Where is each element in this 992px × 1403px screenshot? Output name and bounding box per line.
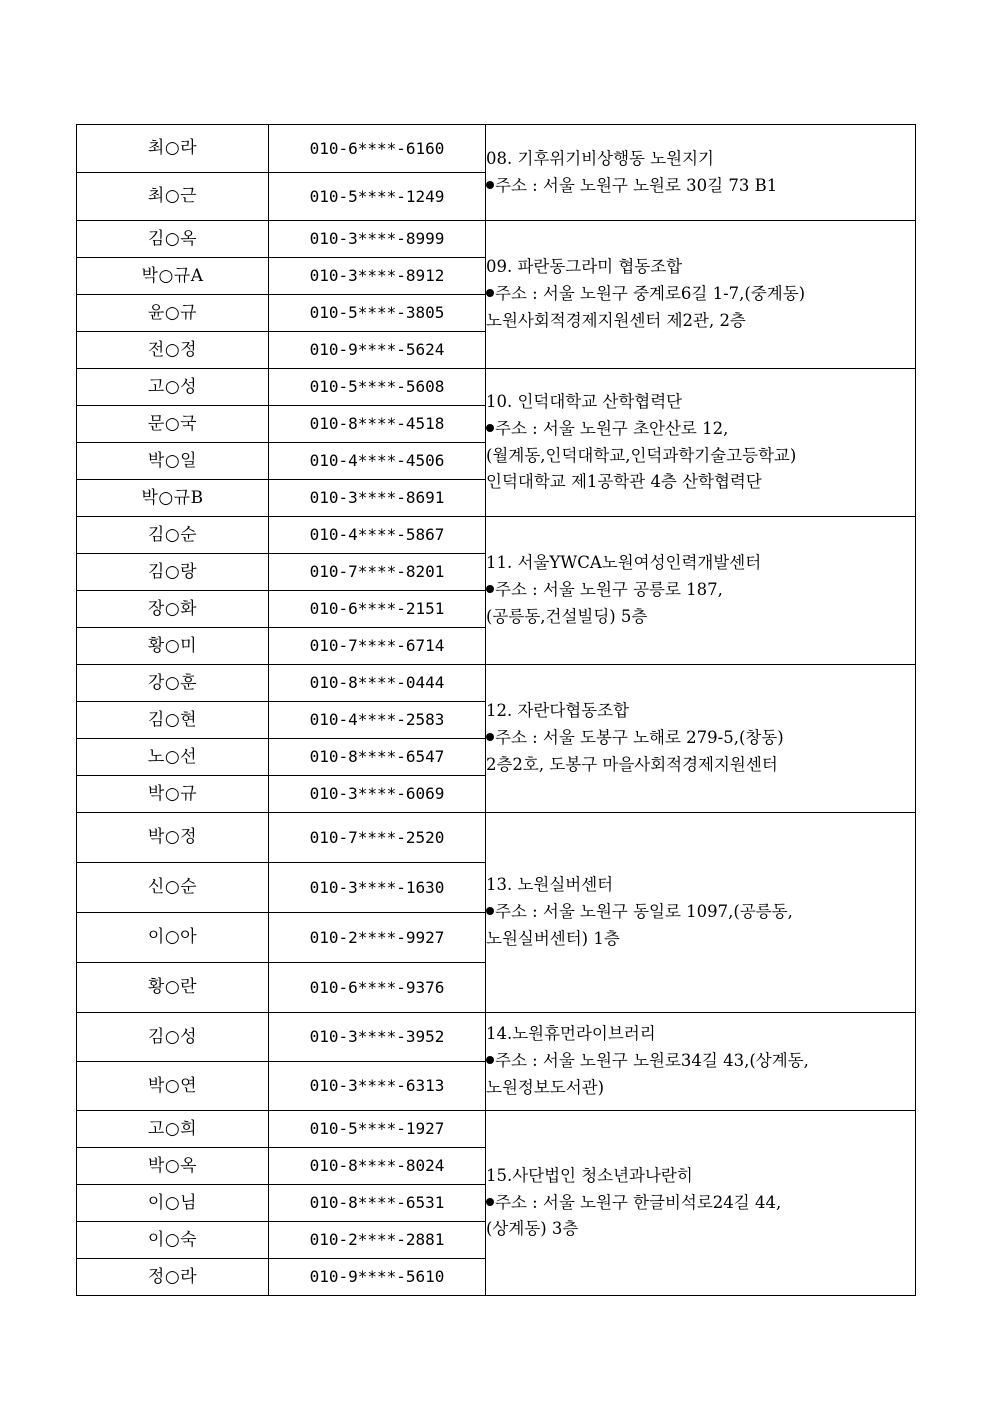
participant-name-cell: 전○정: [77, 332, 269, 369]
participant-name-cell: 이○숙: [77, 1222, 269, 1259]
roster-table-body: [77, 125, 916, 1296]
participant-phone-cell: 010-9****-5610: [269, 1259, 486, 1296]
participant-name-cell: 최○근: [77, 173, 269, 221]
participant-phone-cell: 010-8****-0444: [269, 665, 486, 702]
participant-phone-cell: 010-2****-9927: [269, 913, 486, 963]
organization-block: [486, 872, 915, 952]
participant-phone-cell: 010-3****-8691: [269, 480, 486, 517]
organization-address-line: [486, 173, 915, 200]
participant-name-cell: 박○연: [77, 1062, 269, 1111]
participant-name-cell: 김○순: [77, 517, 269, 554]
bullet-dot-icon: [486, 1198, 494, 1206]
table-row: [77, 517, 916, 554]
participant-phone-cell: 010-4****-2583: [269, 702, 486, 739]
participant-phone-cell: 010-2****-2881: [269, 1222, 486, 1259]
organization-cell: [486, 1111, 916, 1296]
participant-name-cell: 장○화: [77, 591, 269, 628]
organization-address-text: 주소 : 서울 노원구 노원로34길 43,(상계동,: [495, 1051, 809, 1071]
organization-address-continuation: 인덕대학교 제1공학관 4층 산학협력단: [486, 472, 762, 492]
participant-name-cell: 윤○규: [77, 295, 269, 332]
participant-phone-cell: 010-5****-3805: [269, 295, 486, 332]
organization-cell: [486, 813, 916, 1013]
participant-name-cell: 박○정: [77, 813, 269, 863]
participant-name-cell: 황○미: [77, 628, 269, 665]
organization-cell: [486, 369, 916, 517]
participant-name-cell: 박○규: [77, 776, 269, 813]
organization-title: 13. 노원실버센터: [486, 875, 614, 895]
organization-block: [486, 1021, 915, 1101]
participant-phone-cell: 010-7****-8201: [269, 554, 486, 591]
bullet-dot-icon: [486, 733, 494, 741]
table-row: [77, 125, 916, 173]
table-row: [77, 221, 916, 258]
organization-title: 08. 기후위기비상행동 노원지기: [486, 148, 714, 168]
organization-address-line: [486, 1190, 915, 1217]
bullet-dot-icon: [486, 424, 494, 432]
participant-phone-cell: 010-8****-6531: [269, 1185, 486, 1222]
organization-address-text: 주소 : 서울 노원구 중계로6길 1-7,(중계동): [495, 284, 806, 304]
organization-cell: [486, 125, 916, 221]
participant-phone-cell: 010-3****-6313: [269, 1062, 486, 1111]
participant-name-cell: 박○규A: [77, 258, 269, 295]
table-row: [77, 813, 916, 863]
participant-name-cell: 강○훈: [77, 665, 269, 702]
participant-name-cell: 고○희: [77, 1111, 269, 1148]
organization-title: 14.노원휴먼라이브러리: [486, 1024, 656, 1044]
participant-phone-cell: 010-6****-9376: [269, 963, 486, 1013]
organization-address-line: [486, 1048, 915, 1075]
organization-title: 15.사단법인 청소년과나란히: [486, 1165, 693, 1185]
participant-phone-cell: 010-3****-6069: [269, 776, 486, 813]
organization-block: [486, 254, 915, 334]
organization-address-text: 주소 : 서울 노원구 공릉로 187,: [495, 580, 723, 600]
participant-name-cell: 고○성: [77, 369, 269, 406]
organization-address-text: 주소 : 서울 노원구 동일로 1097,(공릉동,: [495, 902, 793, 922]
organization-address-continuation: 노원실버센터) 1층: [486, 928, 620, 948]
bullet-dot-icon: [486, 181, 494, 189]
participant-roster-table: [76, 124, 916, 1296]
participant-name-cell: 김○현: [77, 702, 269, 739]
bullet-dot-icon: [486, 289, 494, 297]
organization-address-line: [486, 577, 915, 604]
participant-name-cell: 박○규B: [77, 480, 269, 517]
bullet-dot-icon: [486, 1056, 494, 1064]
organization-cell: [486, 665, 916, 813]
participant-name-cell: 박○옥: [77, 1148, 269, 1185]
participant-name-cell: 이○님: [77, 1185, 269, 1222]
participant-phone-cell: 010-8****-6547: [269, 739, 486, 776]
participant-name-cell: 김○성: [77, 1013, 269, 1062]
organization-address-continuation: 노원사회적경제지원센터 제2관, 2층: [486, 310, 746, 330]
participant-phone-cell: 010-8****-8024: [269, 1148, 486, 1185]
participant-name-cell: 이○아: [77, 913, 269, 963]
participant-phone-cell: 010-9****-5624: [269, 332, 486, 369]
participant-phone-cell: 010-8****-4518: [269, 406, 486, 443]
bullet-dot-icon: [486, 585, 494, 593]
organization-cell: [486, 517, 916, 665]
organization-block: [486, 146, 915, 199]
participant-name-cell: 김○랑: [77, 554, 269, 591]
participant-phone-cell: 010-6****-2151: [269, 591, 486, 628]
organization-cell: [486, 221, 916, 369]
participant-phone-cell: 010-3****-8912: [269, 258, 486, 295]
participant-name-cell: 문○국: [77, 406, 269, 443]
participant-name-cell: 노○선: [77, 739, 269, 776]
organization-address-line: [486, 725, 915, 752]
participant-phone-cell: 010-7****-2520: [269, 813, 486, 863]
participant-name-cell: 김○옥: [77, 221, 269, 258]
organization-address-line: [486, 899, 915, 926]
organization-address-continuation: (상계동) 3층: [486, 1219, 579, 1239]
participant-phone-cell: 010-5****-1927: [269, 1111, 486, 1148]
organization-block: [486, 550, 915, 630]
organization-address-line: [486, 281, 915, 308]
table-row: [77, 1013, 916, 1062]
organization-block: [486, 389, 915, 496]
organization-address-continuation: (공릉동,건설빌딩) 5층: [486, 606, 648, 626]
participant-name-cell: 최○라: [77, 125, 269, 173]
organization-title: 09. 파란동그라미 협동조합: [486, 257, 683, 277]
participant-phone-cell: 010-3****-3952: [269, 1013, 486, 1062]
participant-phone-cell: 010-7****-6714: [269, 628, 486, 665]
participant-name-cell: 박○일: [77, 443, 269, 480]
organization-block: [486, 698, 915, 778]
participant-phone-cell: 010-3****-8999: [269, 221, 486, 258]
organization-address-text: 주소 : 서울 노원구 한글비석로24길 44,: [495, 1192, 782, 1212]
organization-address-line: [486, 416, 915, 443]
organization-address-continuation: (월계동,인덕대학교,인덕과학기술고등학교): [486, 445, 797, 465]
organization-address-text: 주소 : 서울 도봉구 노해로 279-5,(창동): [495, 728, 784, 748]
organization-address-text: 주소 : 서울 노원구 초안산로 12,: [495, 418, 729, 438]
participant-phone-cell: 010-3****-1630: [269, 863, 486, 913]
table-row: [77, 665, 916, 702]
participant-phone-cell: 010-4****-4506: [269, 443, 486, 480]
organization-address-text: 주소 : 서울 노원구 노원로 30길 73 B1: [495, 175, 778, 195]
table-row: [77, 1111, 916, 1148]
organization-title: 11. 서울YWCA노원여성인력개발센터: [486, 553, 762, 573]
participant-name-cell: 신○순: [77, 863, 269, 913]
bullet-dot-icon: [486, 907, 494, 915]
participant-phone-cell: 010-4****-5867: [269, 517, 486, 554]
participant-phone-cell: 010-5****-5608: [269, 369, 486, 406]
participant-name-cell: 정○라: [77, 1259, 269, 1296]
organization-cell: [486, 1013, 916, 1111]
participant-phone-cell: 010-5****-1249: [269, 173, 486, 221]
organization-title: 12. 자란다협동조합: [486, 701, 630, 721]
organization-block: [486, 1163, 915, 1243]
organization-title: 10. 인덕대학교 산학협력단: [486, 392, 683, 412]
organization-address-continuation: 2층2호, 도봉구 마을사회적경제지원센터: [486, 754, 778, 774]
participant-name-cell: 황○란: [77, 963, 269, 1013]
table-row: [77, 369, 916, 406]
organization-address-continuation: 노원정보도서관): [486, 1077, 605, 1097]
participant-phone-cell: 010-6****-6160: [269, 125, 486, 173]
